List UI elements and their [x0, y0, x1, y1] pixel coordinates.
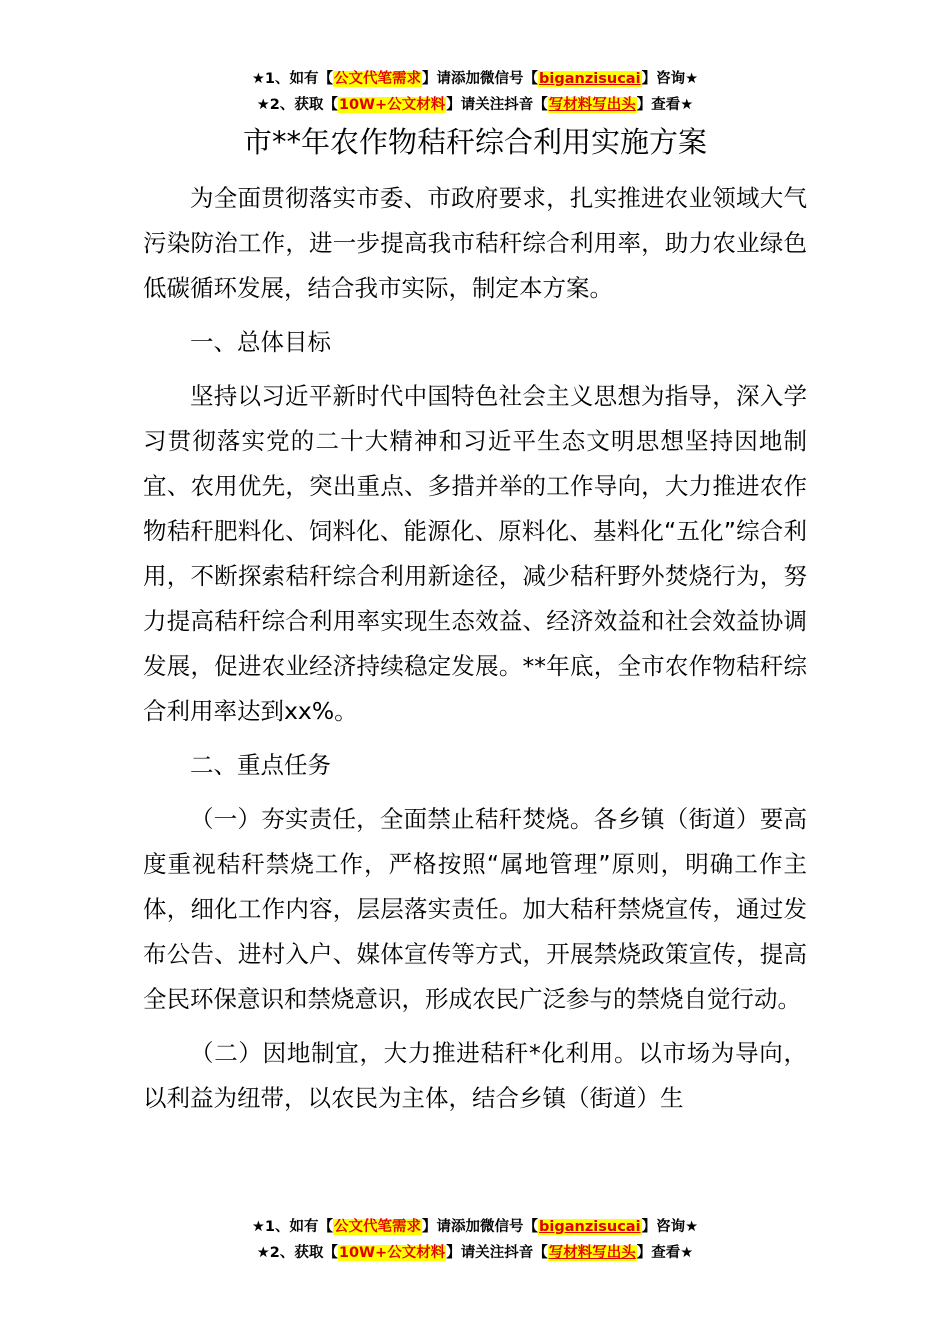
- banner-highlight: 公文代笔需求: [334, 71, 422, 87]
- paragraph-goals: 坚持以习近平新时代中国特色社会主义思想为指导，深入学习贯彻落实党的二十大精神和习近平生态文明思想坚持因地制宜、农用优先，突出重点、多措并举的工作导向，大力推进农作物秸秆肥料化、饲料化、能源化、原料化、基料化“五化”综合利用，不断探索秸秆综合利用新途径，减少秸秆野外焚烧行为，努力提高秸秆综合利用率实现生态效益、经济效益和社会效益协调发展，促进农业经济持续稳定发展。**年底，全市农作物秸秆综合利用率达到xx%。: [143, 382, 807, 725]
- banner-line-1: [0, 1214, 950, 1240]
- document-body: [143, 176, 807, 1121]
- banner-text: 】查看★: [636, 97, 694, 113]
- banner-text: 】咨询★: [641, 71, 699, 87]
- banner-text: 】咨询★: [641, 1219, 699, 1235]
- banner-text: 】查看★: [636, 1245, 694, 1261]
- banner-highlight: 10W+公文材料: [338, 1245, 446, 1261]
- paragraph-task-2: （二）因地制宜，大力推进秸秆*化利用。以市场为导向，以利益为纽带，以农民为主体，结合乡镇（街道）生: [143, 1039, 807, 1112]
- section-heading-1: 一、总体目标: [190, 328, 331, 356]
- banner-highlight: 10W+公文材料: [338, 97, 446, 113]
- banner-highlight: 公文代笔需求: [334, 1219, 422, 1235]
- header-banner: [0, 66, 950, 118]
- banner-text: ★1、如有【: [251, 71, 334, 87]
- banner-line-2: [0, 92, 950, 118]
- douyin-id-highlight: 写材料写出头: [548, 97, 636, 113]
- footer-banner: [0, 1214, 950, 1266]
- paragraph-intro: 为全面贯彻落实市委、市政府要求，扎实推进农业领域大气污染防治工作，进一步提高我市秸秆综合利用率，助力农业绿色低碳循环发展，结合我市实际，制定本方案。: [143, 184, 807, 302]
- banner-line-1: [0, 66, 950, 92]
- banner-text: 】请添加微信号【: [422, 1219, 539, 1235]
- banner-text: 】请关注抖音【: [446, 1245, 548, 1261]
- section-heading-2: 二、重点任务: [190, 751, 331, 779]
- banner-text: ★1、如有【: [251, 1219, 334, 1235]
- wechat-id-highlight: biganzisucai: [539, 1219, 641, 1235]
- douyin-id-highlight: 写材料写出头: [548, 1245, 636, 1261]
- banner-line-2: [0, 1240, 950, 1266]
- banner-text: ★2、获取【: [256, 97, 338, 113]
- banner-text: 】请添加微信号【: [422, 71, 539, 87]
- paragraph-task-1: （一）夯实责任，全面禁止秸秆焚烧。各乡镇（街道）要高度重视秸秆禁烧工作，严格按照“属地管理”原则，明确工作主体，细化工作内容，层层落实责任。加大秸秆禁烧宣传，通过发布公告、进村入户、媒体宣传等方式，开展禁烧政策宣传，提高全民环保意识和禁烧意识，形成农民广泛参与的禁烧自觉行动。: [143, 805, 807, 1013]
- wechat-id-highlight: biganzisucai: [539, 71, 641, 87]
- banner-text: ★2、获取【: [256, 1245, 338, 1261]
- document-title: 市**年农作物秸秆综合利用实施方案: [242, 125, 707, 159]
- banner-text: 】请关注抖音【: [446, 97, 548, 113]
